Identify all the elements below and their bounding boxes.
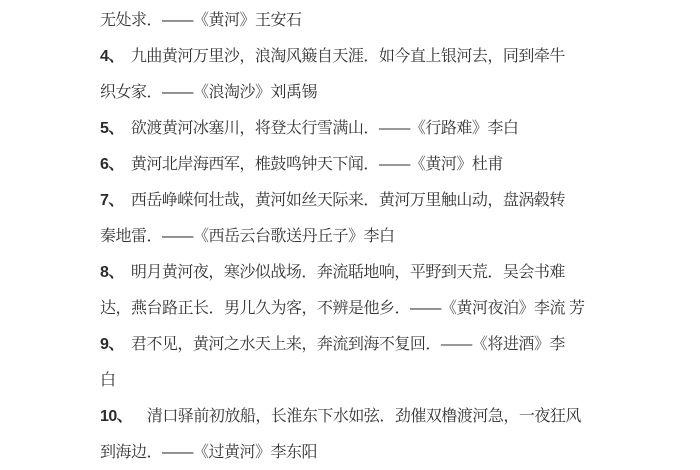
text-line <box>100 363 620 399</box>
line-text: 西岳峥嵘何壮哉，黄河如丝天际来．黄河万里触山动，盘涡毂转 <box>130 192 565 209</box>
text-line <box>100 219 620 255</box>
text-line <box>100 3 620 39</box>
line-text: 织女家．——《浪淘沙》刘禹锡 <box>100 84 318 101</box>
list-number: 5、 <box>100 120 124 137</box>
text-line <box>100 183 620 219</box>
line-text: 九曲黄河万里沙，浪淘风簸自天涯．如今直上银河去，同到牵牛 <box>130 48 565 65</box>
text-line <box>100 111 620 147</box>
list-number: 4、 <box>100 48 124 65</box>
line-text: 无处求．——《黄河》王安石 <box>100 12 302 29</box>
list-number: 6、 <box>100 156 124 173</box>
line-text: 白 <box>100 372 116 389</box>
text-line <box>100 75 620 111</box>
line-text: 清口驿前初放船，长淮东下水如弦．劲催双橹渡河急，一夜狂风 <box>131 408 581 425</box>
line-text: 达，燕台路正长．男儿久为客，不辨是他乡．——《黄河夜泊》李流 芳 <box>100 300 585 317</box>
list-number: 10、 <box>100 408 125 425</box>
line-text: 到海边．——《过黄河》李东阳 <box>100 444 318 461</box>
list-number: 7、 <box>100 192 124 209</box>
text-line <box>100 255 620 291</box>
line-text: 明月黄河夜，寒沙似战场．奔流聒地响，平野到天荒．吴会书难 <box>130 264 565 281</box>
text-line <box>100 291 620 327</box>
text-line <box>100 327 620 363</box>
line-text: 黄河北岸海西军，椎鼓鸣钟天下闻．——《黄河》杜甫 <box>130 156 503 173</box>
line-text: 秦地雷．——《西岳云台歌送丹丘子》李白 <box>100 228 395 245</box>
text-line <box>100 39 620 75</box>
text-line <box>100 399 620 435</box>
text-line <box>100 435 620 470</box>
list-number: 8、 <box>100 264 124 281</box>
list-number: 9、 <box>100 336 124 353</box>
line-text: 欲渡黄河冰塞川，将登太行雪满山．——《行路难》李白 <box>130 120 519 137</box>
line-text: 君不见，黄河之水天上来，奔流到海不复回．——《将进酒》李 <box>130 336 565 353</box>
text-line <box>100 147 620 183</box>
